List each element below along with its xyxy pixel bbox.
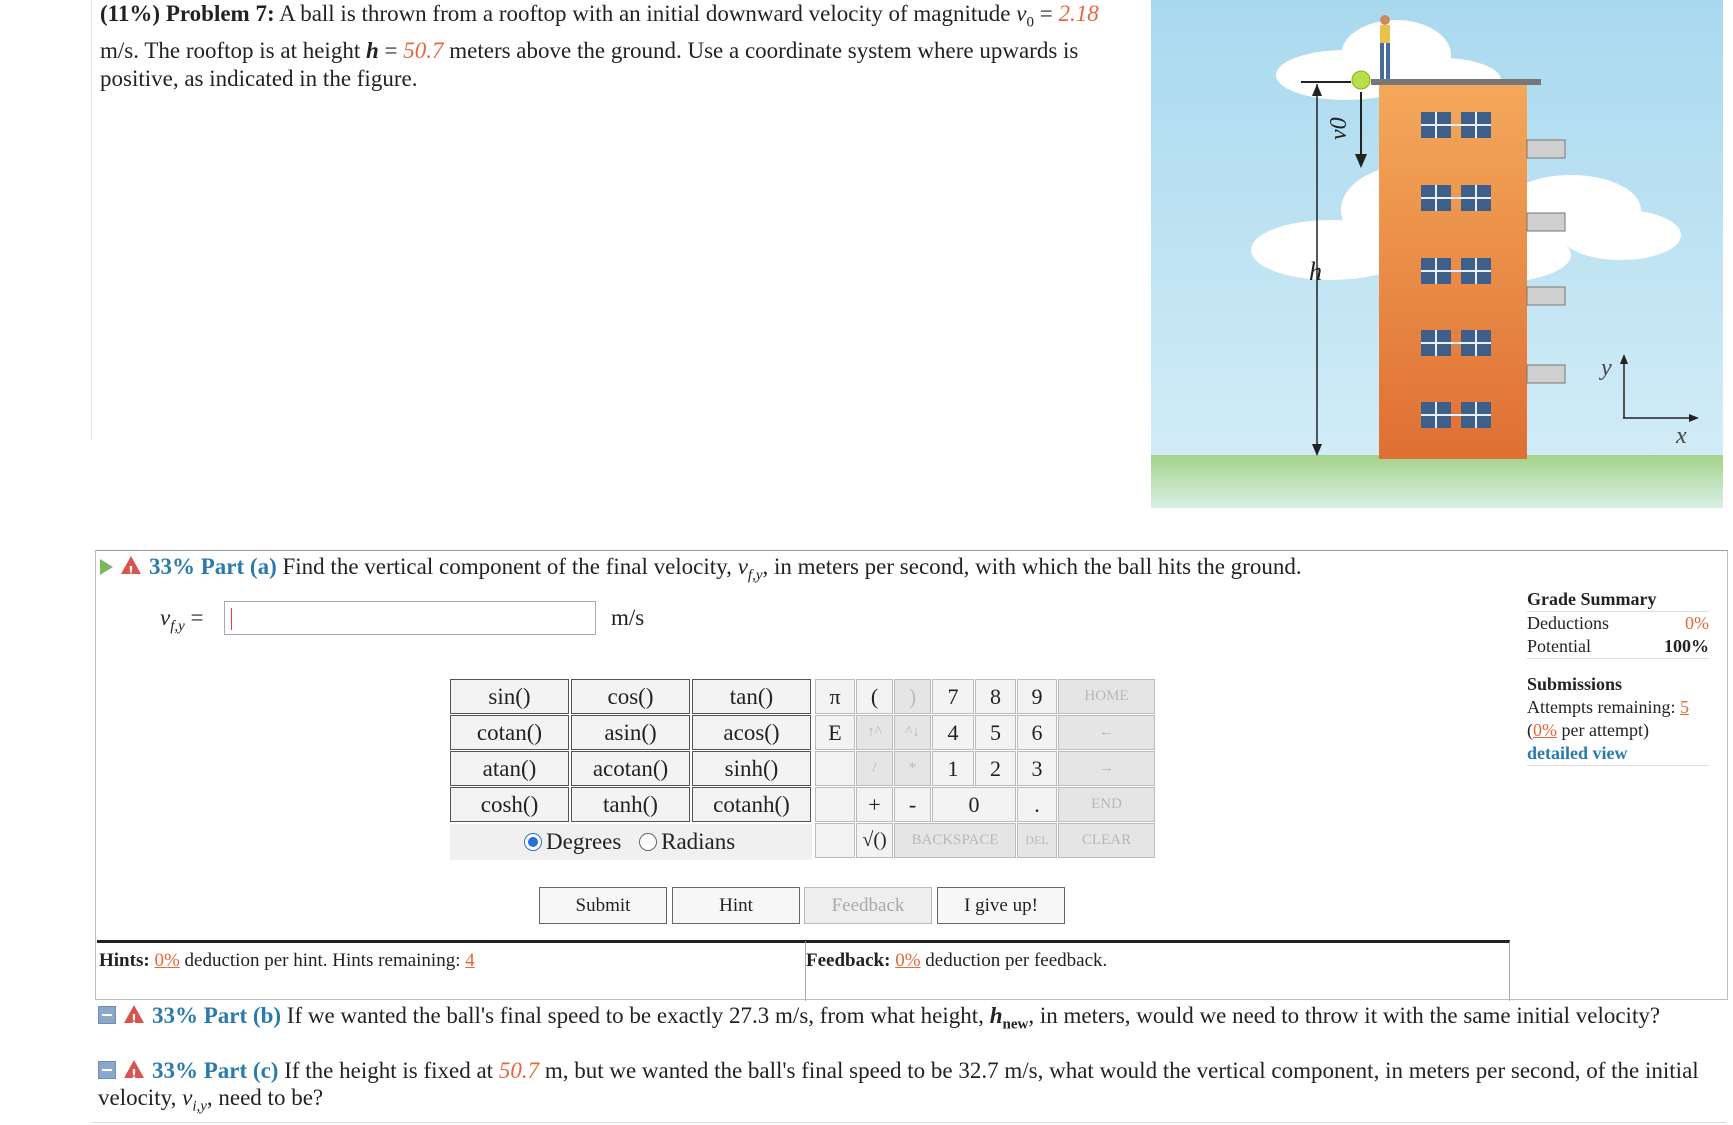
key-7[interactable]: 7 [932, 679, 974, 714]
e-key[interactable]: E [815, 715, 855, 750]
sin-button[interactable]: sin() [450, 679, 569, 714]
give-up-button[interactable]: I give up! [937, 887, 1065, 924]
key-1[interactable]: 1 [932, 751, 974, 786]
detailed-view-link[interactable]: detailed view [1527, 742, 1709, 766]
answer-label-var: v [160, 605, 171, 630]
bottom-rule [91, 1122, 1726, 1123]
cotan-button[interactable]: cotan() [450, 715, 569, 750]
home-key[interactable]: HOME [1058, 679, 1155, 714]
per-attempt-text: per attempt) [1557, 720, 1649, 740]
left-rule [91, 0, 92, 440]
part-a-title [100, 552, 1302, 591]
acos-button[interactable]: acos() [692, 715, 811, 750]
warning-icon [124, 1060, 144, 1078]
deductions-row [1527, 612, 1709, 635]
ground [1151, 455, 1723, 508]
v0-sub: 0 [1026, 14, 1034, 31]
problem-label: Problem 7: [165, 1, 275, 26]
up-caret-key[interactable]: ↑^ [856, 715, 893, 750]
divide-key[interactable]: / [856, 751, 893, 786]
attempts-row [1527, 696, 1709, 719]
radians-radio[interactable] [639, 833, 657, 851]
minus-key[interactable]: - [894, 787, 931, 822]
blank-key-3 [815, 823, 855, 858]
angle-mode [450, 824, 812, 860]
clear-key[interactable]: CLEAR [1058, 823, 1155, 858]
answer-label-sub: f,y [170, 618, 185, 635]
hint-button[interactable]: Hint [672, 887, 800, 924]
deductions-label: Deductions [1527, 613, 1609, 633]
part-a-text-2: , in meters per second, with which the ball hits the ground. [762, 554, 1302, 579]
attempts-value: 5 [1679, 697, 1689, 717]
part-c[interactable] [98, 1057, 1718, 1121]
cotanh-button[interactable]: cotanh() [692, 787, 811, 822]
per-attempt-row: (0% per attempt) [1527, 720, 1649, 740]
sqrt-key[interactable]: √() [856, 823, 893, 858]
feedback-deduction: 0% [895, 950, 921, 971]
key-9[interactable]: 9 [1017, 679, 1057, 714]
rooftop [1371, 79, 1541, 85]
tan-button[interactable]: tan() [692, 679, 811, 714]
hints-desc: deduction per hint. Hints remaining: [179, 950, 466, 971]
part-c-var: v [182, 1085, 193, 1110]
problem-statement: (11%) Problem 7: A ball is thrown from a rooftop with an initial downward velocity of magnitude $v_0 = 2.18$ m/s. The rooftop is at height h = 50.7 meters above the ground. Use a coordinate system where upwards is positive, as indicated in the figure. [100, 1, 1099, 91]
collapse-icon[interactable] [98, 1061, 116, 1079]
answer-input[interactable] [224, 601, 596, 635]
hints-text [99, 950, 475, 972]
answer-unit: m/s [611, 605, 645, 630]
cosh-button[interactable]: cosh() [450, 787, 569, 822]
part-c-text-2: m, but we wanted the ball's final speed to be 32.7 m/s, what would the vertical component, in meters per second, of the initial velocity, [98, 1058, 1699, 1110]
submissions-title: Submissions [1527, 674, 1623, 694]
part-a-var-sub: f,y [747, 567, 763, 584]
end-key[interactable]: END [1058, 787, 1155, 822]
problem-text-3: meters above the ground. Use a coordinate system where upwards is positive, as indicated in the figure. [100, 37, 1079, 91]
submit-button[interactable]: Submit [539, 887, 667, 924]
v0-value: 2.18 [1058, 1, 1099, 26]
potential-label: Potential [1527, 636, 1591, 656]
grade-summary [1527, 588, 1709, 766]
del-key[interactable]: DEL [1017, 823, 1057, 858]
text-cursor [231, 608, 232, 630]
y-label: y [1601, 355, 1612, 381]
part-a-percent: 33% Part (a) [149, 554, 277, 579]
part-c-text: If the height is fixed at [278, 1058, 499, 1083]
degrees-radio[interactable] [524, 833, 542, 851]
right-arrow-key[interactable]: → [1058, 751, 1155, 786]
down-caret-key[interactable]: ^↓ [894, 715, 931, 750]
warning-icon [124, 1005, 144, 1023]
feedback-desc: deduction per feedback. [920, 950, 1108, 971]
v0-label: v0 [1326, 117, 1352, 140]
part-b-var: h [989, 1003, 1003, 1028]
tanh-button[interactable]: tanh() [571, 787, 690, 822]
problem-percent: (11%) [100, 1, 161, 26]
grade-title: Grade Summary [1527, 588, 1709, 612]
ball [1352, 71, 1370, 89]
key-8[interactable]: 8 [975, 679, 1016, 714]
part-b-text-2: , in meters, would we need to throw it with the same initial velocity? [1028, 1003, 1661, 1028]
eq-sign: = [1033, 1, 1059, 26]
part-c-var-sub: i,y [192, 1098, 207, 1115]
key-2[interactable]: 2 [975, 751, 1016, 786]
building-figure [1151, 0, 1723, 508]
part-a-var: v [737, 554, 748, 579]
per-attempt-value: 0% [1533, 720, 1557, 740]
part-b[interactable] [98, 1002, 1718, 1039]
rparen-key[interactable]: ) [894, 679, 931, 714]
asin-button[interactable]: asin() [571, 715, 690, 750]
backspace-key[interactable]: BACKSPACE [894, 823, 1016, 858]
warning-icon [121, 556, 141, 574]
feedback-button[interactable]: Feedback [804, 887, 932, 924]
sinh-button[interactable]: sinh() [692, 751, 811, 786]
answer-label [160, 605, 204, 636]
key-6[interactable]: 6 [1017, 715, 1057, 750]
key-3[interactable]: 3 [1017, 751, 1057, 786]
part-a-text: Find the vertical component of the final velocity, [276, 554, 738, 579]
key-5[interactable]: 5 [975, 715, 1016, 750]
collapse-icon[interactable] [98, 1006, 116, 1024]
part-b-text: If we wanted the ball's final speed to be exactly 27.3 m/s, from what height, [281, 1003, 990, 1028]
play-icon[interactable] [100, 559, 113, 575]
key-4[interactable]: 4 [932, 715, 974, 750]
hints-remaining: 4 [465, 950, 475, 971]
deductions-value: 0% [1685, 613, 1709, 633]
potential-value: 100% [1664, 636, 1709, 656]
problem-text-2: m/s. The rooftop is at height [100, 37, 366, 63]
lparen-key[interactable]: ( [856, 679, 893, 714]
part-c-h-value: 50.7 [498, 1058, 540, 1083]
blank-key-2 [815, 787, 855, 822]
hints-deduction: 0% [154, 950, 180, 971]
blank-key-1 [815, 751, 855, 786]
dot-key[interactable]: . [1017, 787, 1057, 822]
answer-label-eq: = [184, 605, 204, 630]
numeric-keypad [815, 679, 1155, 861]
potential-row [1527, 635, 1709, 659]
acotan-button[interactable]: acotan() [571, 751, 690, 786]
atan-button[interactable]: atan() [450, 751, 569, 786]
feedback-label: Feedback: [806, 950, 891, 971]
part-c-percent: 33% Part (c) [152, 1058, 279, 1083]
multiply-key[interactable]: * [894, 751, 931, 786]
pi-key[interactable]: π [815, 679, 855, 714]
left-arrow-key[interactable]: ← [1058, 715, 1155, 750]
radians-label: Radians [661, 829, 736, 854]
h-label: h [1309, 257, 1322, 286]
problem-text-1: A ball is thrown from a rooftop with an initial downward velocity of magnitude [274, 1, 1017, 26]
part-b-var-sub: new [1002, 1016, 1029, 1033]
key-0[interactable]: 0 [932, 787, 1016, 822]
hints-label: Hints: [99, 950, 150, 971]
degrees-label: Degrees [546, 829, 622, 854]
feedback-bar [805, 940, 1510, 1001]
v0-symbol: v [1016, 1, 1027, 26]
feedback-text [806, 950, 1107, 972]
x-label: x [1676, 423, 1687, 449]
part-c-text-3: , need to be? [206, 1085, 324, 1110]
h-symbol: h [365, 37, 379, 63]
attempts-label: Attempts remaining: [1527, 697, 1680, 717]
hints-bar [97, 940, 805, 1001]
h-value: 50.7 [403, 37, 444, 63]
cos-button[interactable]: cos() [571, 679, 690, 714]
plus-key[interactable]: + [856, 787, 893, 822]
part-b-percent: 33% Part (b) [152, 1003, 282, 1028]
